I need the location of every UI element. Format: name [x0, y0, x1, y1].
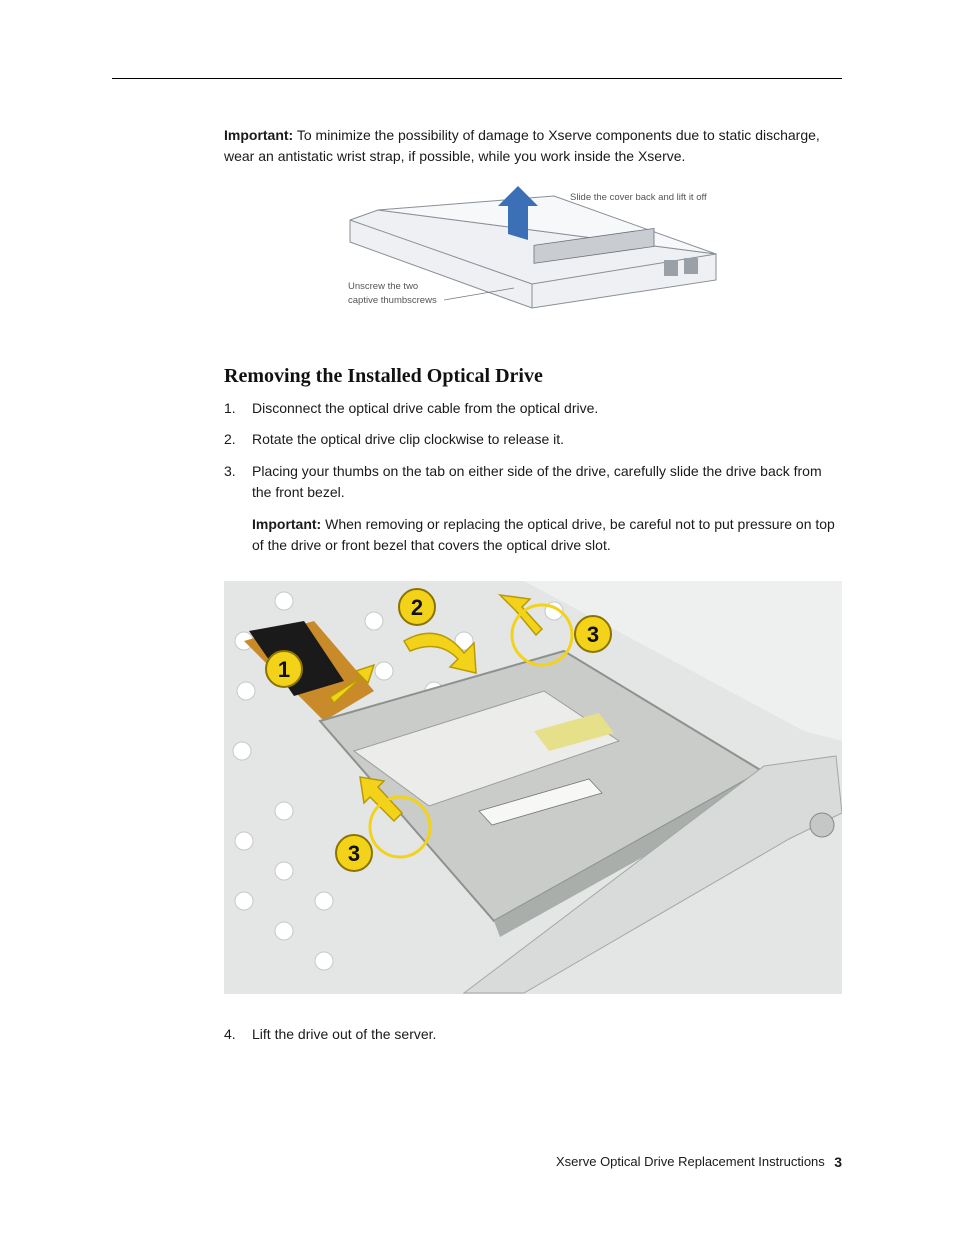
step-number: 1.: [224, 400, 236, 416]
page-number: 3: [834, 1154, 842, 1170]
footer-title: Xserve Optical Drive Replacement Instructions: [556, 1154, 825, 1169]
thumbscrews-callout-line2: captive thumbscrews: [348, 295, 437, 306]
thumbscrews-callout-line1: Unscrew the two: [348, 281, 419, 292]
step-number: 2.: [224, 431, 236, 447]
photo-callout-2: [399, 589, 435, 625]
important-label: Important:: [224, 127, 294, 143]
step-number: 3.: [224, 463, 236, 479]
photo-callout-3-bottom: [336, 835, 372, 871]
cover-callout-text: Slide the cover back and lift it off: [570, 192, 707, 203]
important-note-pressure: [252, 514, 844, 556]
important-text: To minimize the possibility of damage to Xserve components due to static discharge, wear an antistatic wrist strap, if possible, while you work inside the Xserve.: [224, 127, 820, 164]
important-note-static: [224, 125, 844, 167]
section-heading: Removing the Installed Optical Drive: [224, 365, 543, 387]
callout-3-bottom-label: 3: [347, 841, 361, 866]
photo-callout-3-top: [575, 616, 611, 652]
photo-callout-1: [266, 651, 302, 687]
xserve-cover-illustration: [344, 182, 724, 310]
step-item: [224, 461, 844, 503]
step-item: [224, 429, 844, 450]
important-label: Important:: [252, 516, 322, 532]
callout-1-label: 1: [277, 657, 291, 682]
step-item: [224, 398, 844, 419]
step-number: 4.: [224, 1026, 236, 1042]
callout-2-label: 2: [410, 595, 424, 620]
step-text: Disconnect the optical drive cable from the optical drive.: [252, 400, 599, 416]
important-text: When removing or replacing the optical drive, be careful not to put pressure on top of the drive or front bezel that covers the optical drive slot.: [252, 516, 835, 553]
optical-drive-removal-photo: [224, 581, 842, 994]
header-rule: [112, 78, 842, 79]
step-text: Lift the drive out of the server.: [252, 1026, 437, 1042]
step-item: [224, 1024, 844, 1045]
step-text: Placing your thumbs on the tab on either side of the drive, carefully slide the drive back from the front bezel.: [252, 463, 822, 500]
step-text: Rotate the optical drive clip clockwise to release it.: [252, 431, 565, 447]
callout-3-top-label: 3: [586, 622, 600, 647]
